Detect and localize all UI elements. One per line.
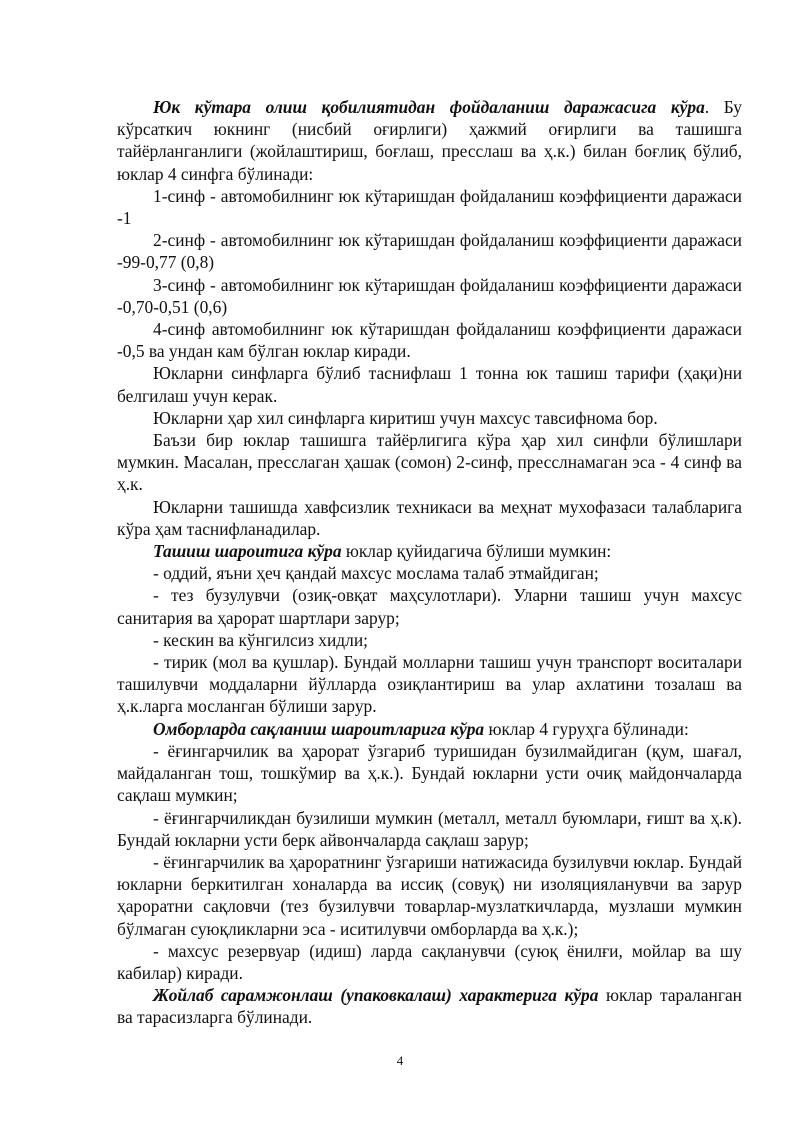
paragraph-text: юклар қуйидагича бўлиши мумкин: (341, 541, 612, 562)
paragraph-text: Юкларни ташишда хавфсизлик техникаси ва меҳнат мухофазаси талабларига кўра ҳам таснифланадилар. (117, 496, 742, 539)
paragraph (117, 185, 742, 229)
paragraph-text: - тирик (мол ва қушлар). Бундай молларни ташиш учун транспорт воситалари ташилувчи моддаларни йўлларда озиқлантириш ва улар ахлатини тозалаш ва ҳ.к.ларга мосланган бўлиши зарур. (117, 652, 742, 717)
paragraph (117, 362, 742, 406)
paragraph-text: - махсус резервуар (идиш) ларда сақланувчи (суюқ ёнилғи, мойлар ва шу кабилар) киради. (117, 940, 742, 983)
paragraph (117, 584, 742, 628)
paragraph-lead: Юк кўтара олиш қобилиятидан фойдаланиш даражасига кўра (153, 97, 705, 117)
page-number: 4 (396, 1053, 404, 1068)
paragraph-text: 4-синф автомобилнинг юк кўтаришдан фойдаланиш коэффициенти даражаси -0,5 ва ундан кам бўлган юклар киради. (117, 319, 742, 362)
paragraph-text: 2-синф - автомобилнинг юк кўтаришдан фойдаланиш коэффициенти даражаси -99-0,77 (0,8) (117, 230, 742, 273)
paragraph-text: 3-синф - автомобилнинг юк кўтаришдан фойдаланиш коэффициенти даражаси -0,70-0,51 (0,6) (117, 274, 742, 317)
paragraph-lead: Ташиш шароитига кўра (153, 541, 342, 562)
paragraph-text: - ёғингарчиликдан бузилиши мумкин (металл, металл буюмлари, ғишт ва ҳ.к). Бундай юкларни усти берк айвончаларда сақлаш зарур; (117, 807, 742, 850)
paragraph-text: . Бу кўрсаткич юкнинг (нисбий оғирлиги) ҳажмий оғирлиги ва ташишга тайёрланганлиги (жойлаштириш, боғлаш, пресслаш ва ҳ.к.) билан боғлиқ бўлиб, юклар 4 синфга бўлинади: (117, 97, 742, 184)
paragraph-text: Юкларни ҳар хил синфларга киритиш учун махсус тавсифнома бор. (153, 407, 658, 428)
paragraph (117, 629, 742, 651)
paragraph (117, 651, 742, 718)
document-body (117, 96, 742, 1029)
paragraph (117, 562, 742, 584)
paragraph-text: юклар 4 гуруҳга бўлинади: (484, 718, 689, 739)
paragraph (117, 407, 742, 429)
paragraph (117, 429, 742, 496)
paragraph (117, 540, 742, 562)
paragraph (117, 718, 742, 740)
paragraph-text: - ёғингарчилик ва ҳароратнинг ўзгариши натижасида бузилувчи юклар. Бундай юкларни беркитилган хоналарда ва иссиқ (совуқ) ни изоляцияланувчи ва зарур ҳароратни сақловчи (тез бузилувчи товарлар-музлаткичларда, музлаши мумкин бўлмаган суюқликларни эса - иситилувчи омборларда ва ҳ.к.); (117, 851, 742, 939)
paragraph (117, 984, 742, 1028)
paragraph (117, 318, 742, 362)
paragraph (117, 496, 742, 540)
paragraph-lead: Жойлаб сарамжонлаш (упаковкалаш) характерига кўра (153, 985, 599, 1006)
paragraph (117, 274, 742, 318)
paragraph-text: 1-синф - автомобилнинг юк кўтаришдан фойдаланиш коэффициенти даражаси -1 (117, 185, 742, 229)
paragraph-text: - кескин ва кўнгилсиз хидли; (153, 629, 368, 650)
paragraph (117, 851, 742, 940)
paragraph (117, 740, 742, 807)
paragraph-text: - оддий, яъни ҳеч қандай махсус мослама талаб этмайдиган; (153, 563, 599, 584)
paragraph-lead: Омборларда сақланиш шароитларига кўра (153, 718, 485, 739)
paragraph-text: Юкларни синфларга бўлиб таснифлаш 1 тонна юк ташиш тарифи (ҳақи)ни белгилаш учун керак. (117, 363, 742, 406)
paragraph-text: - тез бузулувчи (озиқ-овқат маҳсулотлари). Уларни ташиш учун махсус санитария ва ҳарорат шартлари зарур; (117, 585, 742, 628)
paragraph-text: Баъзи бир юклар ташишга тайёрлигига кўра ҳар хил синфли бўлишлари мумкин. Масалан, пресслаган ҳашак (сомон) 2-синф, пресслнамаган эса - 4 синф ва ҳ.к. (117, 430, 742, 495)
paragraph (117, 940, 742, 984)
paragraph (117, 807, 742, 851)
paragraph-text: юклар тараланган ва тарасизларга бўлинади. (117, 985, 742, 1028)
paragraph (117, 96, 742, 185)
paragraph (117, 229, 742, 273)
paragraph-text: - ёғингарчилик ва ҳарорат ўзгариб туришидан бузилмайдиган (қум, шағал, майдаланган тош, тошкўмир ва ҳ.к.). Бундай юкларни усти очиқ майдончаларда сақлаш мумкин; (117, 740, 742, 806)
